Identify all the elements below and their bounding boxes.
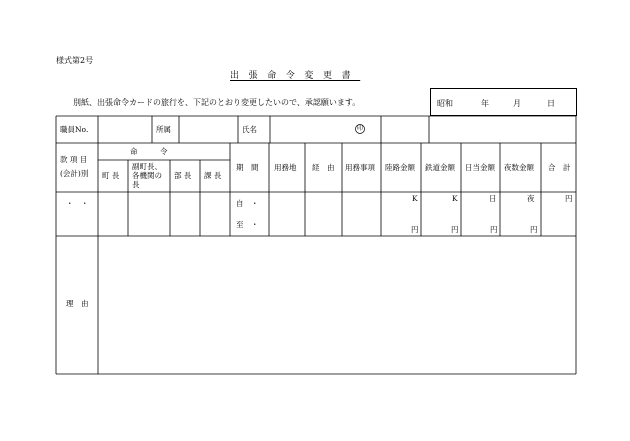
destination-label: 用務地 [274,163,297,172]
route-label: 経 由 [312,163,335,172]
order-label: 命 令 [130,147,168,156]
era-label: 昭和 [437,99,453,108]
month-label: 月 [513,99,521,108]
section-head-label: 課 長 [204,171,222,180]
form-title: 出張命令変更書 [230,71,361,81]
staff-no-label: 職員No. [60,125,89,134]
affiliation-label: 所属 [156,125,171,134]
budget-dots: ・ ・ [66,199,89,208]
total-yen-unit: 円 [565,194,573,203]
rail-km-unit: K [452,194,458,203]
period-label: 期 間 [236,163,259,172]
town-head-label: 町 長 [102,171,120,180]
night-yen-unit: 円 [530,225,538,234]
land-fare-label: 陸路金額 [385,163,415,172]
daily-allowance-label: 日当金額 [465,163,495,172]
rail-fare-label: 鉄道金額 [425,163,455,172]
name-label: 氏名 [242,125,257,134]
night-unit: 夜 [527,194,535,203]
rail-yen-unit: 円 [451,225,459,234]
date-box [430,88,577,116]
total-label: 合 計 [548,163,571,172]
budget-label-line2: (会計)別 [60,169,89,178]
year-label: 年 [481,99,489,108]
deputy-label-line3: 長 [132,180,140,189]
daily-yen-unit: 円 [490,225,498,234]
land-km-unit: K [412,194,418,203]
day-label: 日 [547,99,555,108]
period-from: 自 ・ [236,199,259,208]
daily-day-unit: 日 [489,194,497,203]
business-label: 用務事項 [345,163,375,172]
intro-row [56,88,576,115]
reason-label: 理 由 [66,299,89,308]
land-yen-unit: 円 [411,225,419,234]
night-allowance-label: 夜数金額 [504,163,534,172]
deputy-label-line2: 各機関の [132,171,162,180]
seal-mark: 印 [357,125,364,132]
form-number: 様式第2号 [56,56,94,65]
period-to: 至 ・ [236,220,259,229]
budget-label-line1: 款 項 目 [60,155,88,164]
dept-head-label: 部 長 [174,171,192,180]
intro-text: 別紙、出張命令カードの旅行を、下記のとおり変更したいので、承認願います。 [73,98,361,107]
deputy-label-line1: 副町長、 [132,162,162,171]
